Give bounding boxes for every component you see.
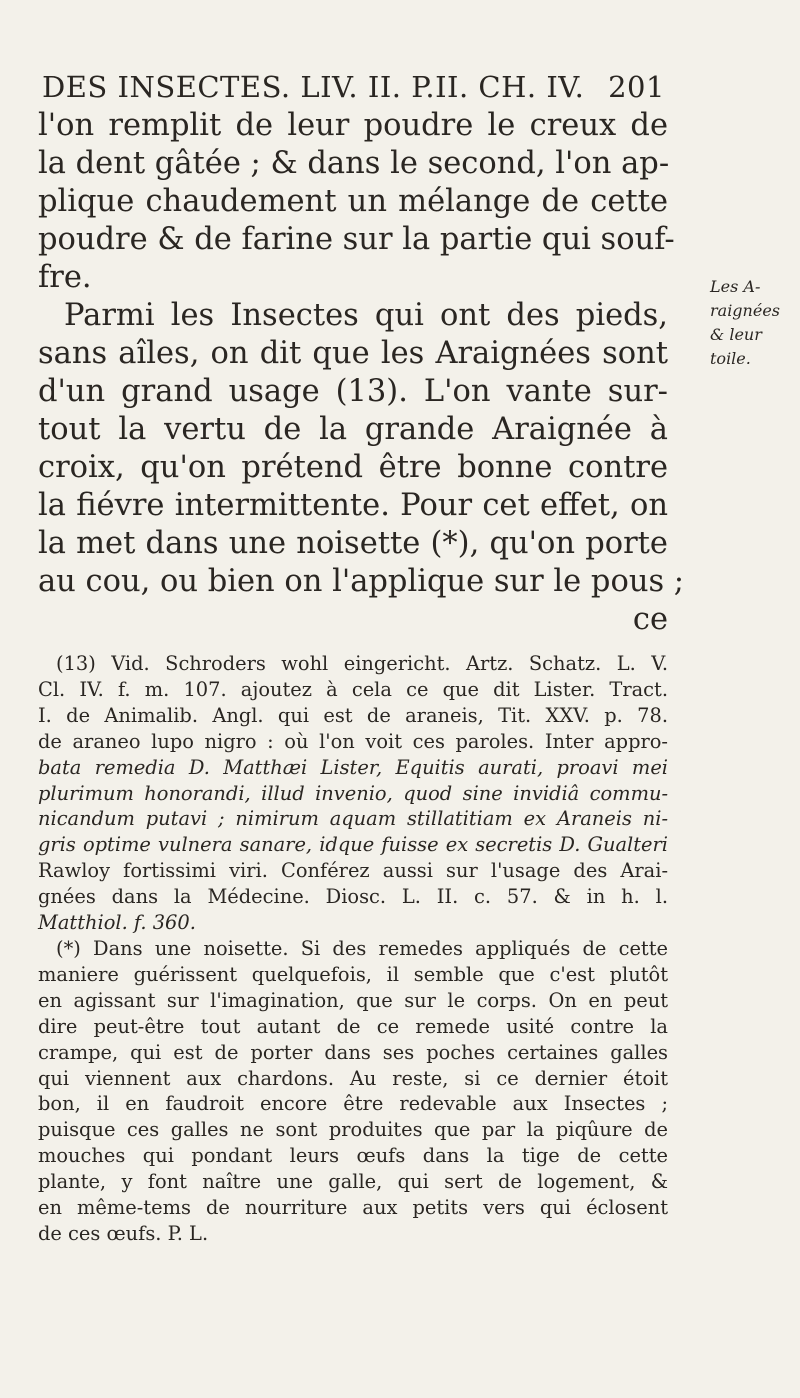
footnote-line: maniere guérissent quelquefois, il semble que c'est plutôt	[38, 962, 668, 986]
footnote-line: gnées dans la Médecine. Diosc. L. II. c. 57. & in h. l.	[38, 885, 668, 909]
text-line: tout la vertu de la grande Araignée à	[38, 412, 668, 447]
footnote-line: de ces œufs. P. L.	[38, 1221, 209, 1245]
text-line: la dent gâtée ; & dans le second, l'on ap-	[38, 146, 670, 181]
text-line: fre.	[38, 260, 92, 295]
text-line: la met dans une noisette (*), qu'on porte	[38, 526, 668, 561]
text-line: plique chaudement un mélange de cette	[38, 184, 668, 219]
margin-note-line: & leur	[710, 325, 762, 344]
footnote-star	[38, 936, 668, 1247]
running-title: DES INSECTES. LIV. II. P.II. CH. IV.	[42, 70, 585, 104]
footnote-line: bata remedia D. Matthæi Lister, Equitis aurati, proavi mei	[38, 755, 668, 779]
margin-note-line: toile.	[710, 349, 751, 368]
footnote-line: (*) Dans une noisette. Si des remedes appliqués de cette	[56, 936, 668, 960]
footnote-line: Cl. IV. f. m. 107. ajoutez à cela ce que dit Lister. Tract.	[38, 677, 668, 701]
footnote-line: en même-tems de nourriture aux petits vers qui éclosent	[38, 1196, 668, 1220]
footnote-line: de araneo lupo nigro : où l'on voit ces paroles. Inter appro-	[38, 729, 668, 753]
text-line: sans aîles, on dit que les Araignées sont	[38, 336, 668, 371]
footnote-line: bon, il en faudroit encore être redevable aux Insectes ;	[38, 1092, 668, 1116]
text-line: poudre & de farine sur la partie qui souf-	[38, 222, 675, 257]
catchword: ce	[632, 602, 668, 637]
page-number: 201	[608, 70, 665, 104]
footnote-line: crampe, qui est de porter dans ses poches certaines galles	[38, 1040, 668, 1064]
main-text	[38, 107, 685, 639]
text-line: d'un grand usage (13). L'on vante sur-	[38, 374, 668, 409]
text-line: la fiévre intermittente. Pour cet effet, on	[38, 488, 668, 523]
footnote-line: plante, y font naître une galle, qui sert de logement, &	[38, 1170, 668, 1194]
footnote-line: qui viennent aux chardons. Au reste, si ce dernier étoit	[38, 1066, 668, 1090]
footnote-line: (13) Vid. Schroders wohl eingericht. Artz. Schatz. L. V.	[56, 652, 668, 675]
footnote-13	[38, 651, 668, 936]
running-header	[42, 70, 665, 104]
margin-note-line: Les A-	[710, 277, 761, 296]
margin-note	[710, 275, 780, 371]
footnote-line: en agissant sur l'imagination, que sur le corps. On en peut	[38, 988, 668, 1012]
footnote-line: I. de Animalib. Angl. qui est de araneis, Tit. XXV. p. 78.	[38, 703, 668, 727]
text-line: au cou, ou bien on l'applique sur le pous ;	[38, 564, 685, 599]
text-line: Parmi les Insectes qui ont des pieds,	[64, 298, 668, 333]
footnote-line: mouches qui pondant leurs œufs dans la tige de cette	[38, 1144, 668, 1168]
margin-note-line: raignées	[710, 301, 780, 320]
footnote-line: Rawloy fortissimi viri. Conférez aussi sur l'usage des Arai-	[38, 859, 668, 883]
text-line: croix, qu'on prétend être bonne contre	[38, 450, 668, 485]
text-line: l'on remplit de leur poudre le creux de	[38, 108, 668, 143]
footnote-line: Matthiol. f. 360.	[38, 911, 196, 935]
footnote-line: dire peut-être tout autant de ce remede usité contre la	[38, 1014, 668, 1038]
footnotes	[38, 651, 668, 1247]
footnote-line: puisque ces galles ne sont produites que par la piqûure de	[38, 1118, 668, 1142]
footnote-line: plurimum honorandi, illud invenio, quod sine invidiâ commu-	[38, 781, 668, 805]
footnote-line: nicandum putavi ; nimirum aquam stillatitiam ex Araneis ni-	[38, 807, 668, 831]
footnote-line: gris optime vulnera sanare, idque fuisse ex secretis D. Gualteri	[38, 833, 668, 857]
